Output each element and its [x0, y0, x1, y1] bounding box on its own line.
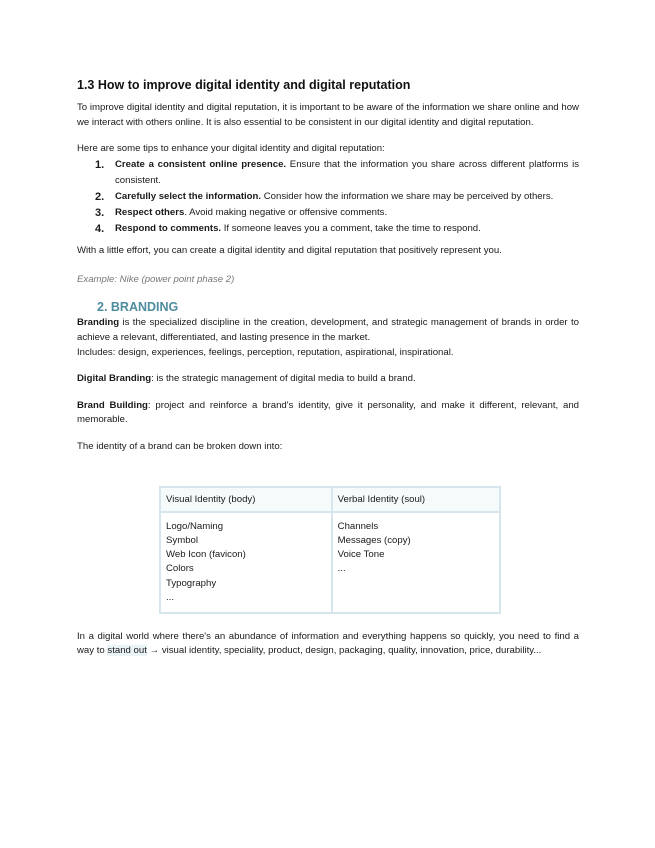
branding-heading: 2. BRANDING — [97, 300, 179, 315]
identity-table — [159, 486, 501, 614]
brand-building-definition: Brand Building: project and reinforce a brand's identity, give it personality, and make it different, relevant, and memorable. — [77, 399, 579, 426]
table-row — [161, 512, 499, 612]
conclusion-paragraph: With a little effort, you can create a digital identity and digital reputation that positively represent you. — [77, 244, 502, 256]
list-item: 4. Respond to comments. If someone leaves you a comment, take the time to respond. — [95, 222, 481, 235]
list-item: 1. Create a consistent online presence. Ensure that the information you share across different platforms is consistent. — [95, 158, 579, 186]
branding-definition: Branding is the specialized discipline in the creation, development, and strategic management of brands in order to achieve a relevant, differentiated, and lasting presence in the market. — [77, 317, 579, 343]
highlighted-text: stand out — [107, 645, 147, 657]
identity-intro: The identity of a brand can be broken down into: — [77, 440, 283, 452]
branding-includes: Includes: design, experiences, feelings, perception, reputation, aspirational, inspirational. — [77, 346, 454, 358]
section-title: 1.3 How to improve digital identity and digital reputation — [77, 78, 411, 92]
table-header: Visual Identity (body) — [161, 488, 332, 512]
list-item: 2. Carefully select the information. Consider how the information we share may be perceived by others. — [95, 190, 554, 203]
tips-intro: Here are some tips to enhance your digital identity and digital reputation: — [77, 143, 385, 155]
list-item: 3. Respect others. Avoid making negative or offensive comments. — [95, 206, 388, 219]
visual-identity-cell: Logo/Naming Symbol Web Icon (favicon) Colors Typography ... — [166, 520, 246, 604]
intro-paragraph: To improve digital identity and digital reputation, it is important to be aware of the information we share online and how we interact with others online. It is also essential to be consistent in our digital identity and digital reputation. — [77, 102, 579, 128]
verbal-identity-cell: Channels Messages (copy) Voice Tone ... — [332, 512, 499, 612]
document-content — [77, 78, 579, 659]
digital-branding-definition: Digital Branding: is the strategic management of digital media to build a brand. — [77, 373, 416, 385]
tips-list — [77, 157, 579, 237]
example-note: Example: Nike (power point phase 2) — [77, 274, 235, 286]
closing-paragraph: In a digital world where there's an abundance of information and everything happens so quickly, you need to find a way to stand out → visual identity, speciality, product, design, packaging, quality, innovation, price, durability... — [77, 630, 579, 657]
table-header: Verbal Identity (soul) — [332, 488, 499, 512]
